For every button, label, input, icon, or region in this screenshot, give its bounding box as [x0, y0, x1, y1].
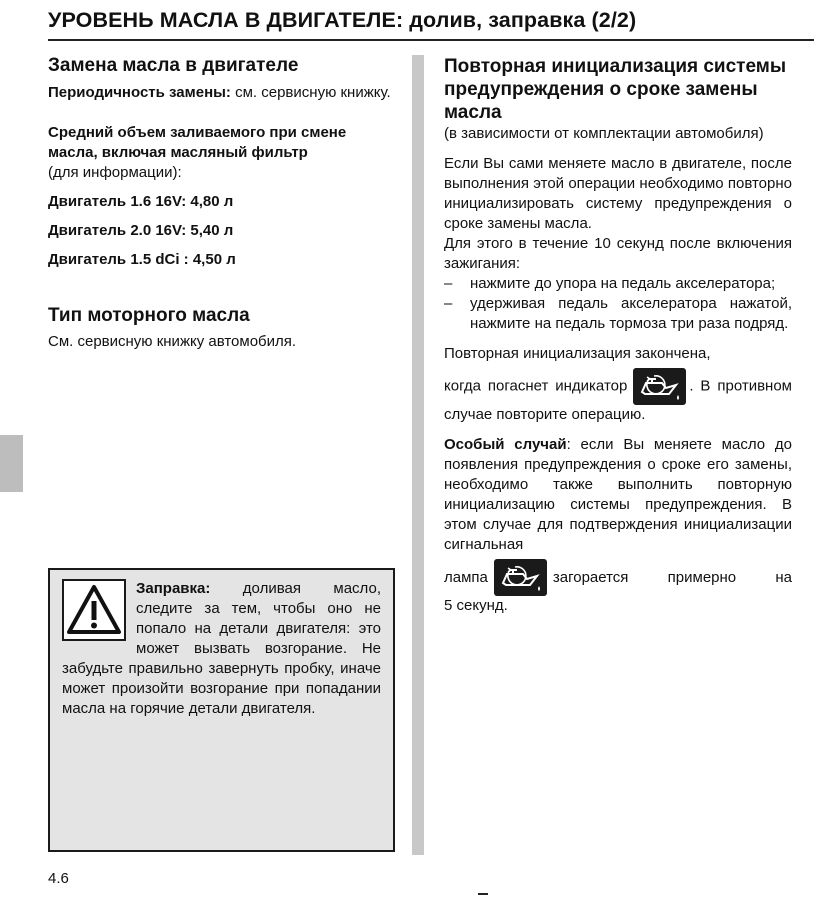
- section-tab: [0, 435, 23, 492]
- list-item: – удерживая педаль акселератора нажатой, нажмите на педаль тормоза три раза подряд.: [444, 295, 792, 332]
- period-label: Периодичность замены:: [48, 84, 231, 101]
- oil-change-wrench-icon: [633, 368, 686, 405]
- list-item: – нажмите до упора на педаль акселератора;: [444, 275, 776, 292]
- warning-label: Заправка:: [136, 580, 211, 597]
- special-case: [444, 435, 792, 555]
- oil-type-text: См. сервисную книжку автомобиля.: [48, 333, 297, 350]
- volume-note: (для информации):: [48, 164, 182, 181]
- warning-box: [48, 568, 395, 852]
- warning-body: доливая масло, следите за тем, чтобы оно не попало на детали двигателя: это может вызвать возгорание. Не забудьте правильно завернуть пробку, иначе может произойти возгорание при попадании масла на горячие детали двигателя.: [62, 580, 381, 717]
- page-number: 4.6: [48, 870, 69, 887]
- special-text: : если Вы меняете масло до появления предупреждения о сроке его замены, необходимо также выполнить повторную инициализацию системы предупреждения. В этом случае для подтверждения инициализации сигнальная: [444, 436, 792, 553]
- right-column: [444, 55, 792, 616]
- left-column: [48, 54, 398, 352]
- column-divider: [412, 55, 424, 855]
- engine-line: Двигатель 1.5 dCi : 4,50 л: [48, 251, 236, 268]
- paragraph-3: когда погаснет индикатор . В противном случае повторите операцию.: [444, 368, 792, 425]
- bottom-mark: [478, 893, 488, 895]
- paragraph-1: Если Вы сами меняете масло в двигателе, после выполнения этой операции необходимо повторно инициализировать систему предупреждения о сроке замены масла.: [444, 155, 792, 232]
- page-title: УРОВЕНЬ МАСЛА В ДВИГАТЕЛЕ: долив, заправка (2/2): [48, 8, 637, 32]
- oil-change-wrench-icon: [494, 559, 547, 596]
- period-text: см. сервисную книжку.: [230, 84, 391, 101]
- volume-heading: Средний объем заливаемого при смене масла, включая масляный фильтр: [48, 124, 347, 161]
- title-rule: [48, 39, 814, 41]
- warning-triangle-icon: [62, 579, 126, 641]
- reinit-subnote: (в зависимости от комплектации автомобиля): [444, 125, 764, 142]
- engine-line: Двигатель 1.6 16V: 4,80 л: [48, 193, 234, 210]
- engine-line: Двигатель 2.0 16V: 5,40 л: [48, 222, 234, 239]
- special-label: Особый случай: [444, 436, 567, 453]
- heading-oil-type: Тип моторного масла: [48, 305, 250, 326]
- lamp-duration: 5 секунд.: [444, 597, 508, 614]
- lamp-line: лампа загорается примерно на: [444, 559, 792, 596]
- paragraph-3a: Повторная инициализация закончена,: [444, 345, 711, 362]
- period-paragraph: [48, 83, 398, 103]
- reinit-heading: Повторная инициализация системы предупреждения о сроке замены масла: [444, 56, 787, 123]
- heading-oil-replacement: Замена масла в двигателе: [48, 55, 299, 76]
- paragraph-2: Для этого в течение 10 секунд после включения зажигания:: [444, 235, 792, 272]
